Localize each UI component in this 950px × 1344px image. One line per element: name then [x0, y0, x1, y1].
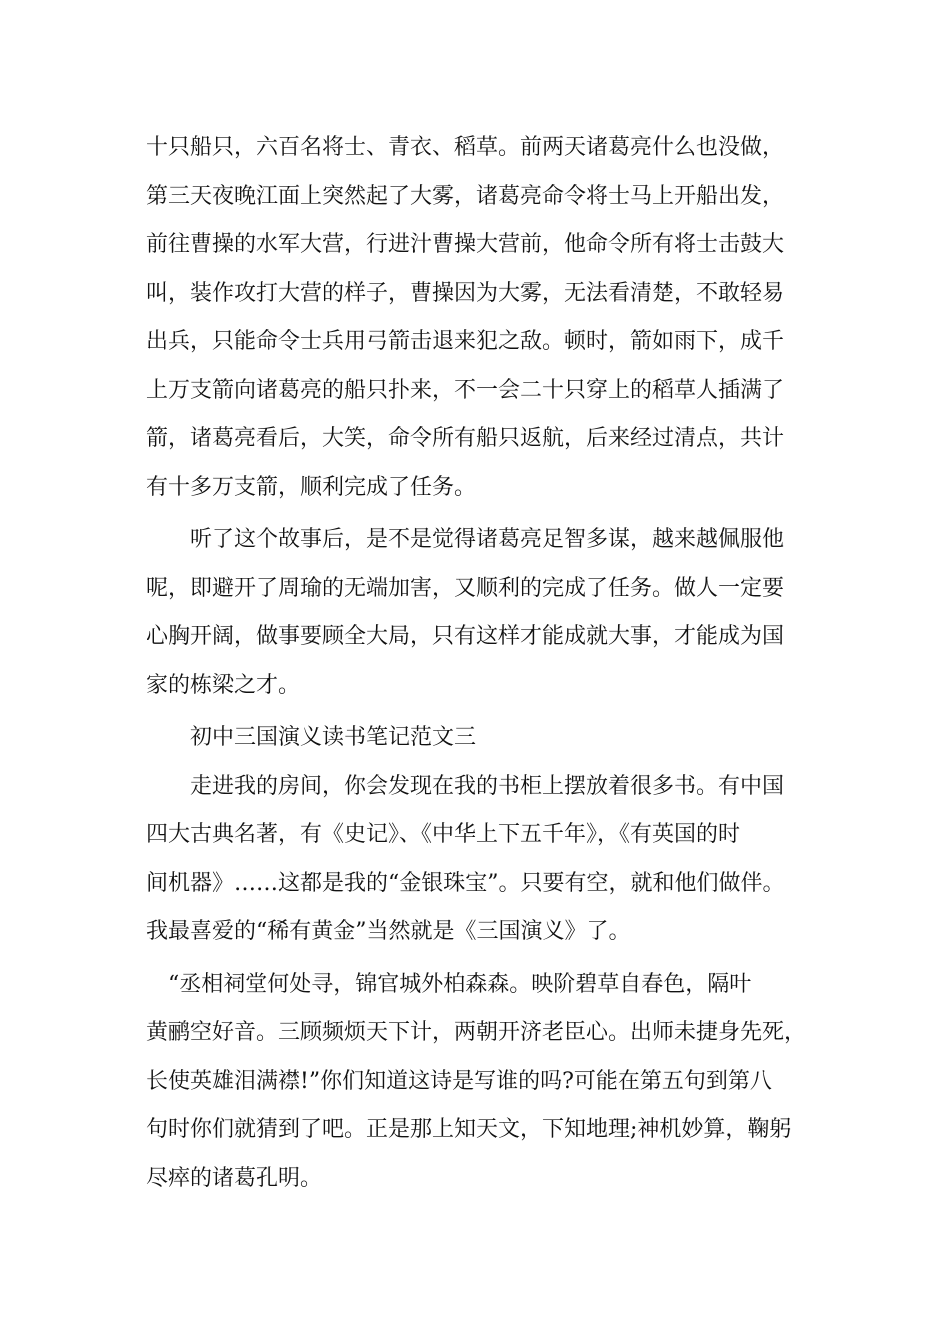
paragraph-bookshelf: 走进我的房间，你会发现在我的书柜上摆放着很多书。有中国 四大古典名著，有《史记》、《中华上下五千年》，《有英国的时 间机器》……这都是我的“金银珠宝”。只要有空，就和他们做伴。 我最喜爱的“稀有黄金”当然就是《三国演义》了。: [146, 773, 785, 944]
section-heading: 初中三国演义读书笔记范文三: [190, 725, 477, 750]
paragraph-story-ending: 十只船只，六百名将士、青衣、稻草。前两天诸葛亮什么也没做， 第三天夜晚江面上突然起了大雾，诸葛亮命令将士马上开船出发， 前往曹操的水军大营，行进汁曹操大营前，他命令所有将士击鼓大 叫，装作攻打大营的样子，曹操因为大雾，无法看清楚，不敢轻易 出兵，只能命令士兵用弓箭击退来犯之敌。顿时，箭如雨下，成千 上万支箭向诸葛亮的船只扑来，不一会二十只穿上的稻草人插满了 箭，诸葛亮看后，大笑，命令所有船只返航，后来经过清点，共计 有十多万支箭，顺利完成了任务。: [146, 135, 785, 500]
document-body: [146, 124, 806, 1203]
paragraph-reflection: 听了这个故事后，是不是觉得诸葛亮足智多谋，越来越佩服他 呢，即避开了周瑜的无端加害，又顺利的完成了任务。做人一定要 心胸开阔，做事要顾全大局，只有这样才能成就大事，才能成为国 家的栋梁之才。: [146, 527, 785, 698]
paragraph-poem: “丞相祠堂何处寻，锦官城外柏森森。映阶碧草自春色，隔叶 黄鹂空好音。三顾频烦天下计，两朝开济老臣心。出师未捷身先死， 长使英雄泪满襟!”你们知道这诗是写谁的吗?可能在第五句到第八 句时你们就猜到了吧。正是那上知天文，下知地理;神机妙算，鞠躬 尽瘁的诸葛孔明。: [146, 971, 807, 1191]
